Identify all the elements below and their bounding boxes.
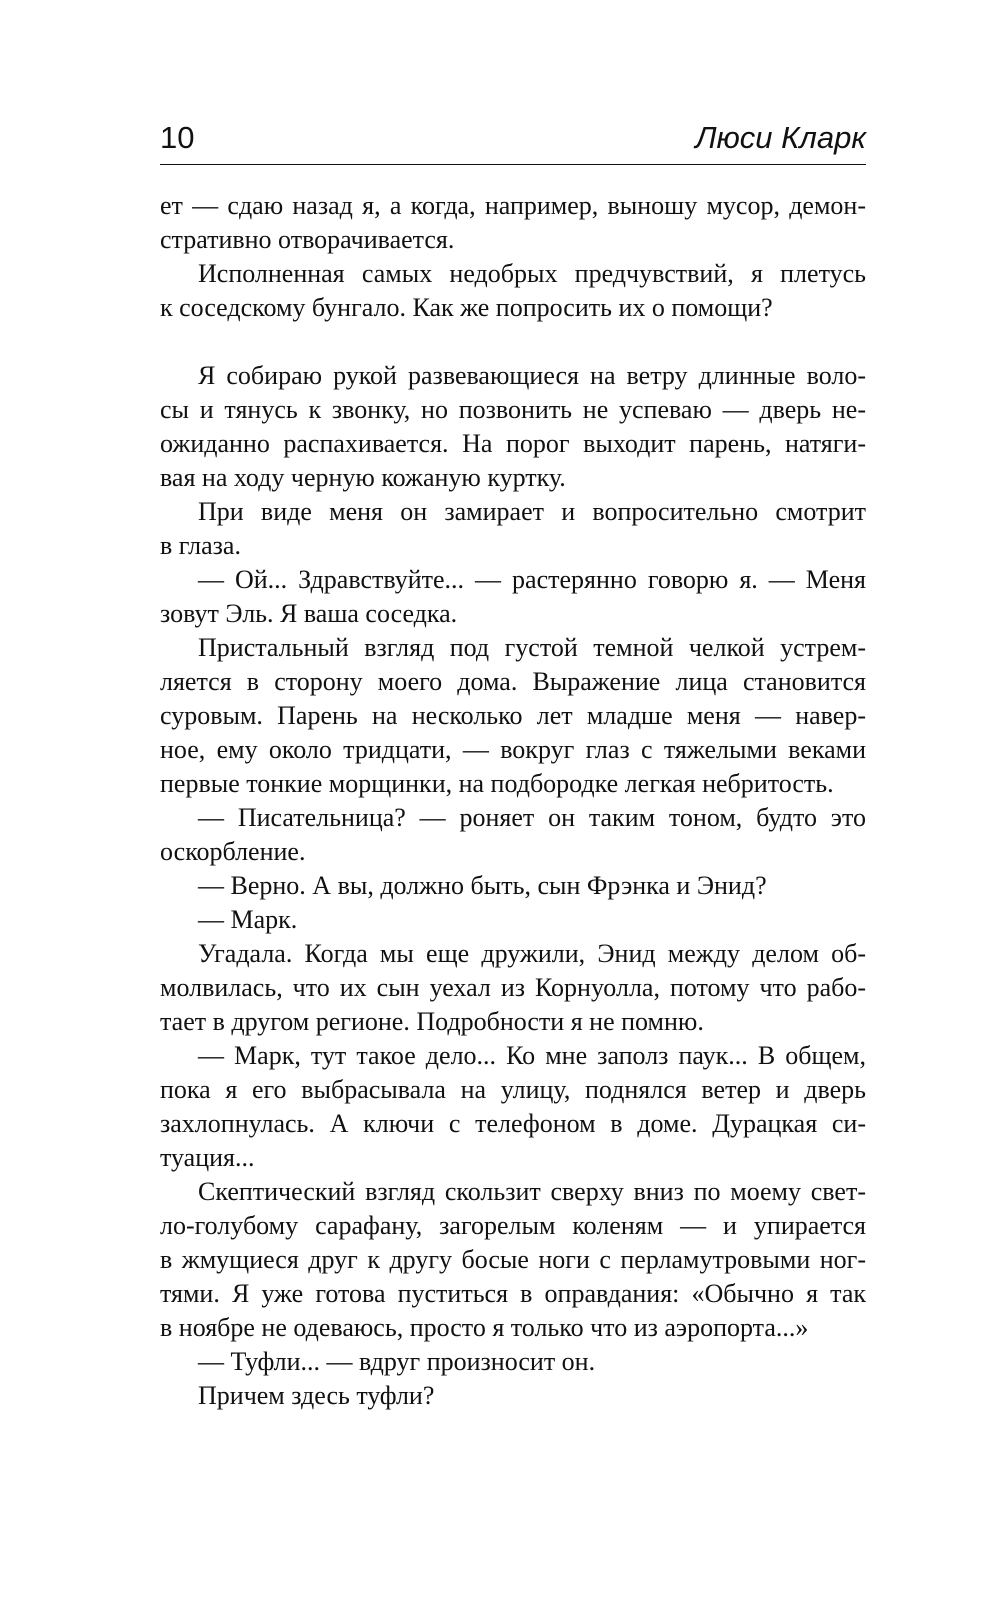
- text-line: Скептический взгляд скользит сверху вниз по моему свет-: [198, 1177, 866, 1206]
- text-line: ожиданно распахивается. На порог выходит парень, натяги-: [160, 429, 866, 458]
- section-break: [160, 325, 866, 359]
- text-line: туация...: [160, 1143, 255, 1172]
- text-line: ло-голубому сарафану, загорелым коленям — и упирается: [160, 1211, 866, 1240]
- text-line: — Марк, тут такое дело... Ко мне заполз паук... В общем,: [198, 1041, 866, 1070]
- text-line: Пристальный взгляд под густой темной челкой устрем-: [198, 633, 866, 662]
- text-line: — Верно. А вы, должно быть, сын Фрэнка и Энид?: [198, 871, 767, 900]
- page-header: [160, 118, 866, 165]
- text-line: в жмущиеся друг к другу босые ноги с перламутровыми ног-: [160, 1245, 866, 1274]
- text-line: вая на ходу черную кожаную куртку.: [160, 463, 566, 492]
- text-line: к соседскому бунгало. Как же попросить их о помощи?: [160, 293, 773, 322]
- text-line: Причем здесь туфли?: [198, 1381, 435, 1410]
- text-line: При виде меня он замирает и вопросительно смотрит: [198, 497, 866, 526]
- text-line: — Писательница? — роняет он таким тоном, будто это: [198, 803, 866, 832]
- text-line: ет — сдаю назад я, а когда, например, выношу мусор, демон-: [160, 191, 866, 220]
- text-line: Я собираю рукой развевающиеся на ветру длинные воло-: [198, 361, 866, 390]
- book-page: [160, 118, 866, 1413]
- text-line: в глаза.: [160, 531, 241, 560]
- text-line: тает в другом регионе. Подробности я не помню.: [160, 1007, 704, 1036]
- text-line: — Ой... Здравствуйте... — растерянно говорю я. — Меня: [198, 565, 866, 594]
- text-line: оскорбление.: [160, 837, 306, 866]
- text-line: суровым. Парень на несколько лет младше меня — навер-: [160, 701, 866, 730]
- text-line: ляется в сторону моего дома. Выражение лица становится: [160, 667, 866, 696]
- text-line: Угадала. Когда мы еще дружили, Энид между делом об-: [198, 939, 866, 968]
- text-line: Исполненная самых недобрых предчувствий, я плетусь: [198, 259, 866, 288]
- running-head-author: Люси Кларк: [695, 120, 866, 155]
- text-line: зовут Эль. Я ваша соседка.: [160, 599, 458, 628]
- text-line: в ноябре не одеваюсь, просто я только что из аэропорта...»: [160, 1313, 809, 1342]
- text-line: пока я его выбрасывала на улицу, поднялся ветер и дверь: [160, 1075, 866, 1104]
- body-text: [160, 189, 866, 1413]
- text-line: — Туфли... — вдруг произносит он.: [198, 1347, 596, 1376]
- text-line: сы и тянусь к звонку, но позвонить не успеваю — дверь не-: [160, 395, 866, 424]
- page-number: 10: [160, 120, 195, 155]
- text-line: стративно отворачивается.: [160, 225, 455, 254]
- text-line: тями. Я уже готова пуститься в оправдания: «Обычно я так: [160, 1279, 866, 1308]
- text-line: ное, ему около тридцати, — вокруг глаз с тяжелыми веками: [160, 735, 866, 764]
- text-line: — Марк.: [198, 905, 298, 934]
- text-line: захлопнулась. А ключи с телефоном в доме. Дурацкая си-: [160, 1109, 866, 1138]
- text-line: первые тонкие морщинки, на подбородке легкая небритость.: [160, 769, 834, 798]
- text-line: молвилась, что их сын уехал из Корнуолла, потому что рабо-: [160, 973, 866, 1002]
